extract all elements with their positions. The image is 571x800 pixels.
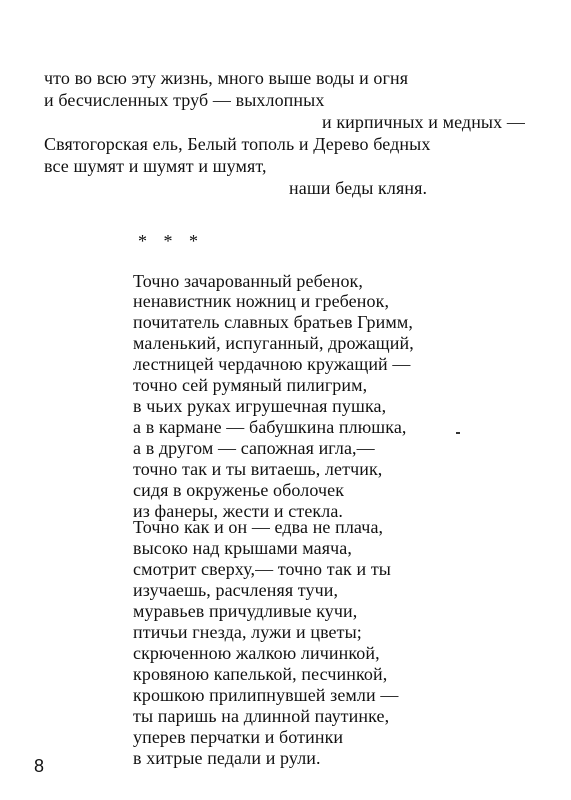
page-number: 8: [34, 756, 45, 776]
verse-line: ненавистник ножниц и гребенок,: [133, 291, 390, 311]
verse-line: лестницей чердачною кружащий —: [133, 354, 411, 374]
verse-line: смотрит сверху,— точно так и ты: [133, 559, 391, 579]
verse-line: Точно как и он — едва не плача,: [133, 517, 384, 537]
verse-line: крошкою прилипнувшей земли —: [133, 685, 399, 705]
verse-line: кровяною капелькой, песчинкой,: [133, 664, 388, 684]
verse-line: скрюченною жалкою личинкой,: [133, 643, 380, 663]
verse-line: Святогорская ель, Белый тополь и Дерево бедных: [44, 134, 431, 154]
verse-line: ты паришь на длинной паутинке,: [133, 706, 390, 726]
verse-line: точно так и ты витаешь, летчик,: [133, 459, 383, 479]
print-speck: [456, 432, 460, 434]
verse-line: точно сей румяный пилигрим,: [133, 375, 368, 395]
verse-line: почитатель славных братьев Гримм,: [133, 312, 413, 332]
verse-line: муравьев причудливые кучи,: [133, 601, 358, 621]
verse-line: уперев перчатки и ботинки: [133, 727, 344, 747]
verse-line: и кирпичных и медных —: [322, 112, 525, 132]
verse-line: Точно зачарованный ребенок,: [133, 271, 364, 291]
verse-line: в чьих руках игрушечная пушка,: [133, 396, 387, 416]
verse-line: а в кармане — бабушкина плюшка,: [133, 417, 407, 437]
verse-line: сидя в окруженье оболочек: [133, 480, 345, 500]
verse-line: наши беды кляня.: [289, 178, 428, 198]
verse-line: что во всю эту жизнь, много выше воды и огня: [44, 68, 409, 88]
verse-line: в хитрые педали и рули.: [133, 748, 321, 768]
verse-line: и бесчисленных труб — выхлопных: [44, 90, 325, 110]
verse-line: все шумят и шумят и шумят,: [44, 156, 267, 176]
verse-line: а в другом — сапожная игла,—: [133, 438, 375, 458]
verse-line: изучаешь, расчленяя тучи,: [133, 580, 339, 600]
verse-line: маленький, испуганный, дрожащий,: [133, 333, 414, 353]
verse-line: птичьи гнезда, лужи и цветы;: [133, 622, 362, 642]
section-separator: * * *: [138, 231, 204, 251]
verse-line: высоко над крышами маяча,: [133, 538, 352, 558]
verse-line: из фанеры, жести и стекла.: [133, 501, 344, 521]
